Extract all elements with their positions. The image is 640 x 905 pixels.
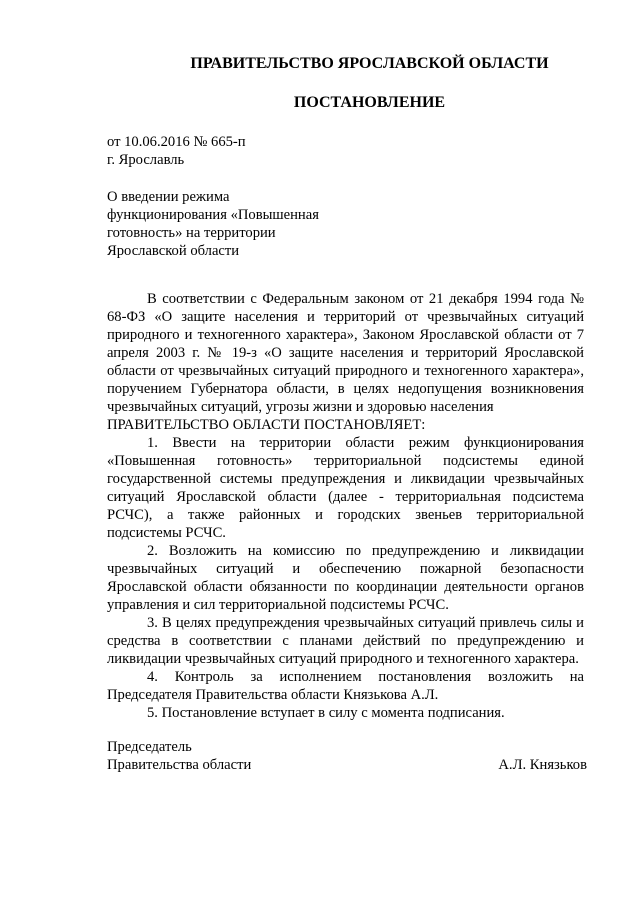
item-paragraph: 3. В целях предупреждения чрезвычайных ситуаций привлечь силы и средства в соответствии с планами действий по предупреждению и ликвидации чрезвычайных ситуаций природного и техногенного характера. bbox=[107, 615, 584, 667]
document-subject bbox=[107, 188, 367, 260]
city: г. Ярославль bbox=[107, 152, 185, 168]
subject-line: функционирования «Повышенная bbox=[107, 207, 319, 223]
item-paragraph: 2. Возложить на комиссию по предупреждению и ликвидации чрезвычайных ситуаций и обеспечению пожарной безопасности Ярославской области обязанности по координации деятельности органов управления и сил территориальной подсистемы РСЧС. bbox=[107, 543, 584, 613]
organization-heading: ПРАВИТЕЛЬСТВО ЯРОСЛАВСКОЙ ОБЛАСТИ bbox=[190, 55, 549, 72]
document-meta bbox=[107, 133, 407, 169]
signatory-title-line2: Правительства области bbox=[107, 757, 252, 773]
document-body bbox=[107, 290, 584, 722]
item-paragraph: 4. Контроль за исполнением постановления возложить на Председателя Правительства области Князькова А.Л. bbox=[107, 669, 584, 703]
subject-line: Ярославской области bbox=[107, 243, 240, 259]
subject-line: готовность» на территории bbox=[107, 225, 276, 241]
document-type-heading: ПОСТАНОВЛЕНИЕ bbox=[293, 94, 446, 111]
signature-block bbox=[107, 738, 587, 774]
signatory-name: А.Л. Князьков bbox=[498, 757, 587, 773]
date-number: от 10.06.2016 № 665-п bbox=[107, 134, 246, 150]
item-paragraph: 5. Постановление вступает в силу с момента подписания. bbox=[147, 705, 505, 721]
signatory-title-line1: Председатель bbox=[107, 739, 192, 755]
subject-line: О введении режима bbox=[107, 189, 230, 205]
item-paragraph: 1. Ввести на территории области режим функционирования «Повышенная готовность» территориальной подсистемы единой государственной системы предупреждения и ликвидации чрезвычайных ситуаций Ярославской области (далее - территориальная подсистема РСЧС), а также районных и городских звеньев территориальной подсистемы РСЧС. bbox=[107, 435, 584, 541]
preamble-paragraph: В соответствии с Федеральным законом от 21 декабря 1994 года № 68-ФЗ «О защите населения и территорий от чрезвычайных ситуаций природного и техногенного характера», Законом Ярославской области от 7 апреля 2003 г. № 19-з «О защите населения и территорий Ярославской области от чрезвычайных ситуаций природного и техногенного характера», поручением Губернатора области, в целях недопущения возникновения чрезвычайных ситуаций, угрозы жизни и здоровью населения bbox=[107, 291, 584, 415]
decree-line: ПРАВИТЕЛЬСТВО ОБЛАСТИ ПОСТАНОВЛЯЕТ: bbox=[107, 417, 426, 433]
